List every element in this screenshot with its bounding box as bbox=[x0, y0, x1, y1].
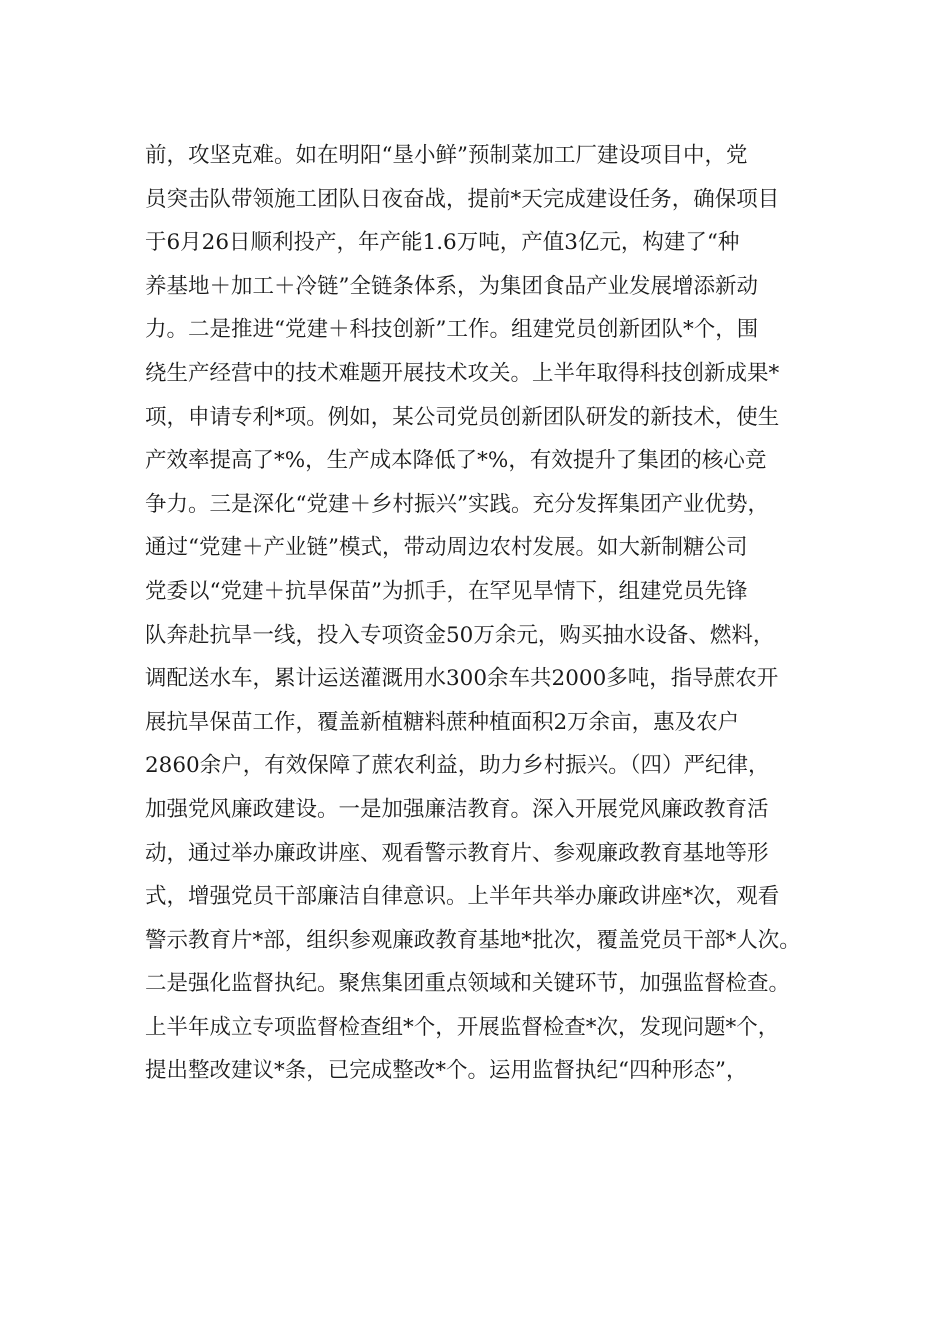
text-line-4: 养基地＋加工＋冷链”全链条体系，为集团食品产业发展增添新动 bbox=[145, 273, 758, 299]
text-line-6: 绕生产经营中的技术难题开展技术攻关。上半年取得科技创新成果* bbox=[145, 360, 780, 386]
body-text bbox=[145, 134, 845, 1093]
text-line-5: 力。二是推进“党建＋科技创新”工作。组建党员创新团队*个，围 bbox=[145, 317, 759, 343]
text-line-20: 二是强化监督执纪。聚焦集团重点领域和关键环节，加强监督检查。 bbox=[145, 971, 791, 997]
text-line-9: 争力。三是深化“党建＋乡村振兴”实践。充分发挥集团产业优势， bbox=[145, 491, 769, 517]
text-line-12: 队奔赴抗旱一线，投入专项资金50万余元，购买抽水设备、燃料， bbox=[145, 622, 775, 648]
text-line-22: 提出整改建议*条，已完成整改*个。运用监督执纪“四种形态”， bbox=[145, 1058, 748, 1084]
text-line-15: 2860余户，有效保障了蔗农利益，助力乡村振兴。（四）严纪律， bbox=[145, 753, 770, 779]
text-line-2: 员突击队带领施工团队日夜奋战，提前*天完成建设任务，确保项目 bbox=[145, 186, 780, 212]
text-line-13: 调配送水车，累计运送灌溉用水300余车共2000多吨，指导蔗农开 bbox=[145, 666, 779, 692]
text-line-11: 党委以“党建＋抗旱保苗”为抓手，在罕见旱情下，组建党员先锋 bbox=[145, 578, 748, 604]
text-line-21: 上半年成立专项监督检查组*个，开展监督检查*次，发现问题*个， bbox=[145, 1014, 780, 1040]
text-line-16: 加强党风廉政建设。一是加强廉洁教育。深入开展党风廉政教育活 bbox=[145, 796, 769, 822]
text-line-7: 项，申请专利*项。例如，某公司党员创新团队研发的新技术，使生 bbox=[145, 404, 780, 430]
text-line-10: 通过“党建＋产业链”模式，带动周边农村发展。如大新制糖公司 bbox=[145, 535, 748, 561]
text-line-3: 于6月26日顺利投产，年产能1.6万吨，产值3亿元，构建了“种 bbox=[145, 230, 740, 256]
text-line-18: 式，增强党员干部廉洁自律意识。上半年共举办廉政讲座*次，观看 bbox=[145, 884, 780, 910]
text-line-19: 警示教育片*部，组织参观廉政教育基地*批次，覆盖党员干部*人次。 bbox=[145, 927, 801, 953]
text-line-14: 展抗旱保苗工作，覆盖新植糖料蔗种植面积2万余亩，惠及农户 bbox=[145, 709, 740, 735]
text-line-1: 前，攻坚克难。如在明阳“垦小鲜”预制菜加工厂建设项目中，党 bbox=[145, 143, 748, 168]
text-line-17: 动，通过举办廉政讲座、观看警示教育片、参观廉政教育基地等形 bbox=[145, 840, 769, 866]
text-line-8: 产效率提高了*%，生产成本降低了*%，有效提升了集团的核心竞 bbox=[145, 448, 767, 474]
